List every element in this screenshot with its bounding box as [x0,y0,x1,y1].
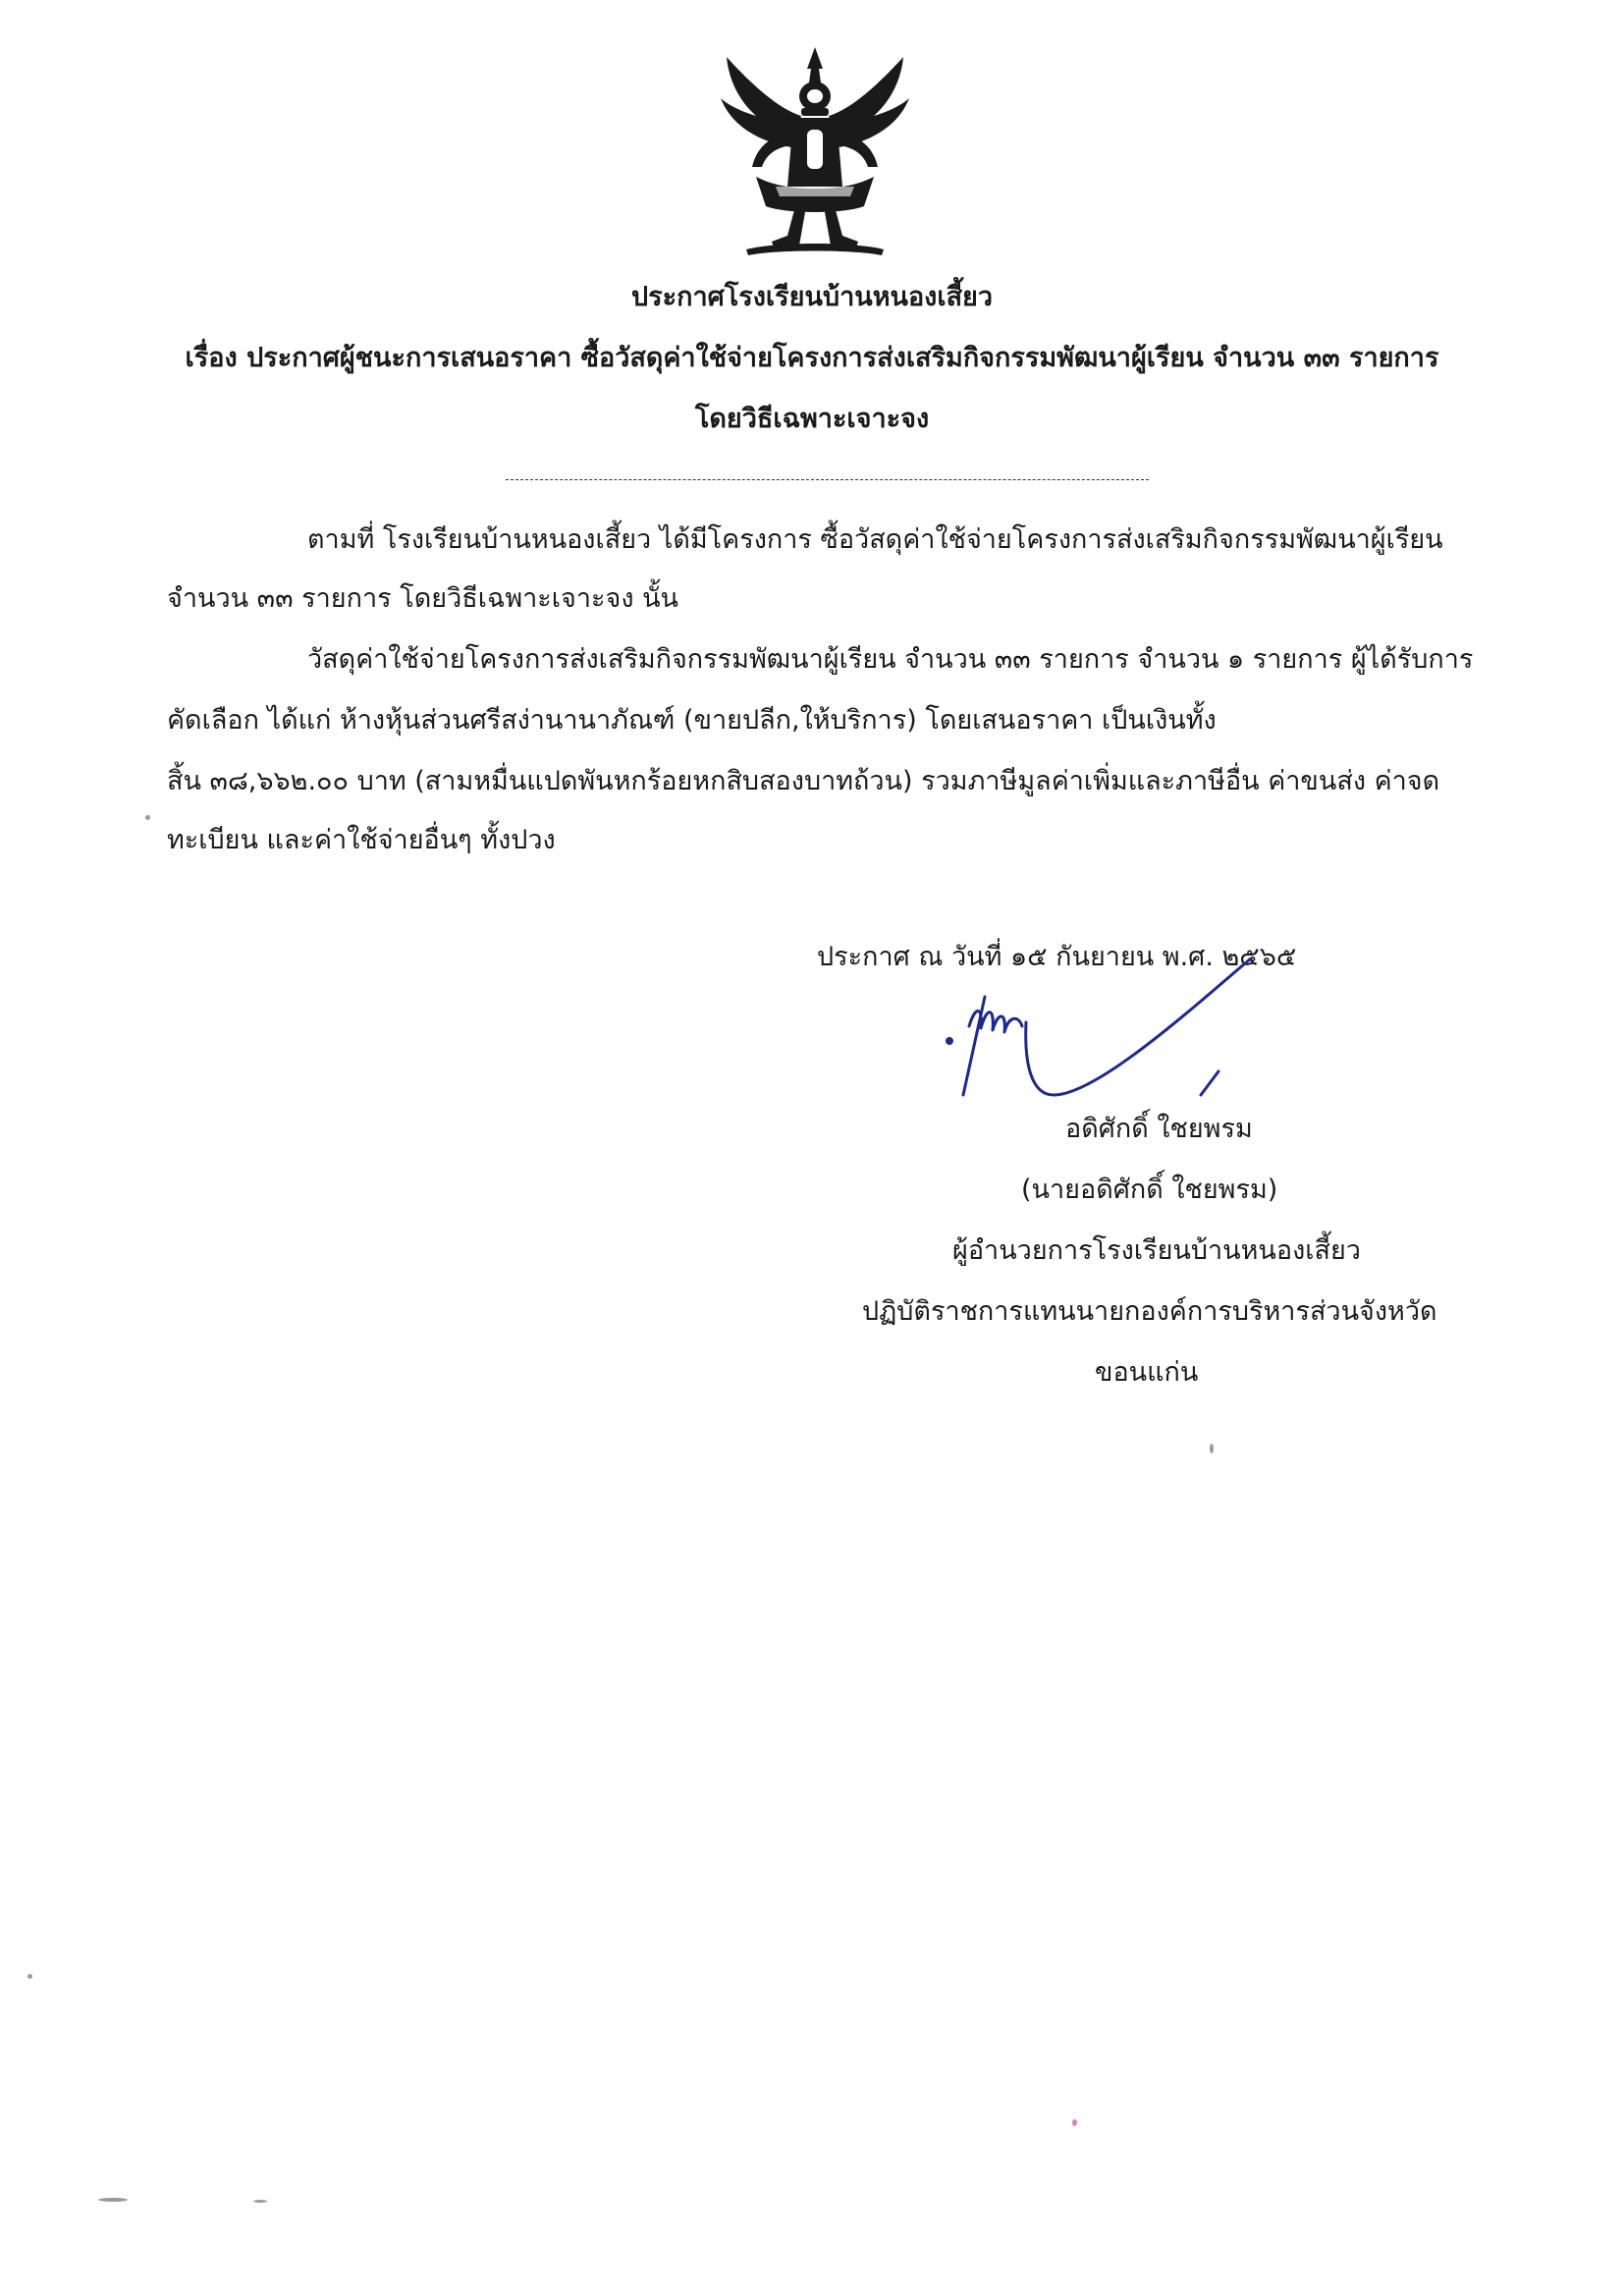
garuda-emblem-icon [717,39,913,260]
paragraph-1-line-1: ตามที่ โรงเรียนบ้านหนองเสี้ยว ได้มีโครงการ ซื้อวัสดุค่าใช้จ่ายโครงการส่งเสริมกิจกรรมพัฒนาผู้เรียน [307,524,1443,555]
paragraph-1-line-2: จำนวน ๓๓ รายการ โดยวิธีเฉพาะเจาะจง นั้น [167,583,679,614]
scan-speck [145,815,150,820]
signer-province: ขอนแก่น [1095,1357,1199,1388]
announcement-date: ประกาศ ณ วันที่ ๑๕ กันยายน พ.ศ. ๒๕๖๕ [817,942,1297,972]
scan-speck [1210,1444,1214,1453]
signer-printed-name: อดิศักดิ์ ใชยพรม [1065,1114,1253,1144]
paragraph-2-line-3: สิ้น ๓๘,๖๖๒.๐๐ บาท (สามหมื่นแปดพันหกร้อยหกสิบสองบาทถ้วน) รวมภาษีมูลค่าเพิ่มและภาษีอื่น ค่าขนส่ง ค่าจด [167,766,1440,796]
handwritten-signature-icon [938,957,1272,1134]
paragraph-2-line-2: คัดเลือก ได้แก่ ห้างหุ้นส่วนศรีสง่านานาภัณฑ์ (ขายปลีก,ให้บริการ) โดยเสนอราคา เป็นเงินทั้ง [167,705,1217,736]
signer-position: ผู้อำนวยการโรงเรียนบ้านหนองเสี้ยว [952,1235,1361,1266]
scan-speck [1072,2119,1077,2126]
paragraph-2-line-1: วัสดุค่าใช้จ่ายโครงการส่งเสริมกิจกรรมพัฒนาผู้เรียน จำนวน ๓๓ รายการ จำนวน ๑ รายการ ผู้ได้รับการ [307,644,1474,675]
procurement-method: โดยวิธีเฉพาะเจาะจง [694,404,930,434]
signer-full-name: (นายอดิศักดิ์ ใชยพรม) [1021,1175,1278,1205]
scan-speck [27,1974,32,1979]
announcement-title: ประกาศโรงเรียนบ้านหนองเสี้ยว [630,282,994,312]
signer-acting-position: ปฏิบัติราชการแทนนายกองค์การบริหารส่วนจังหวัด [862,1296,1437,1327]
heading-divider [506,479,1149,480]
paragraph-2-line-4: ทะเบียน และค่าใช้จ่ายอื่นๆ ทั้งปวง [167,825,556,855]
scan-speck [98,2198,128,2202]
scan-speck [253,2200,267,2203]
announcement-subject: เรื่อง ประกาศผู้ชนะการเสนอราคา ซื้อวัสดุค่าใช้จ่ายโครงการส่งเสริมกิจกรรมพัฒนาผู้เรียน จำนวน ๓๓ รายการ [185,343,1439,373]
